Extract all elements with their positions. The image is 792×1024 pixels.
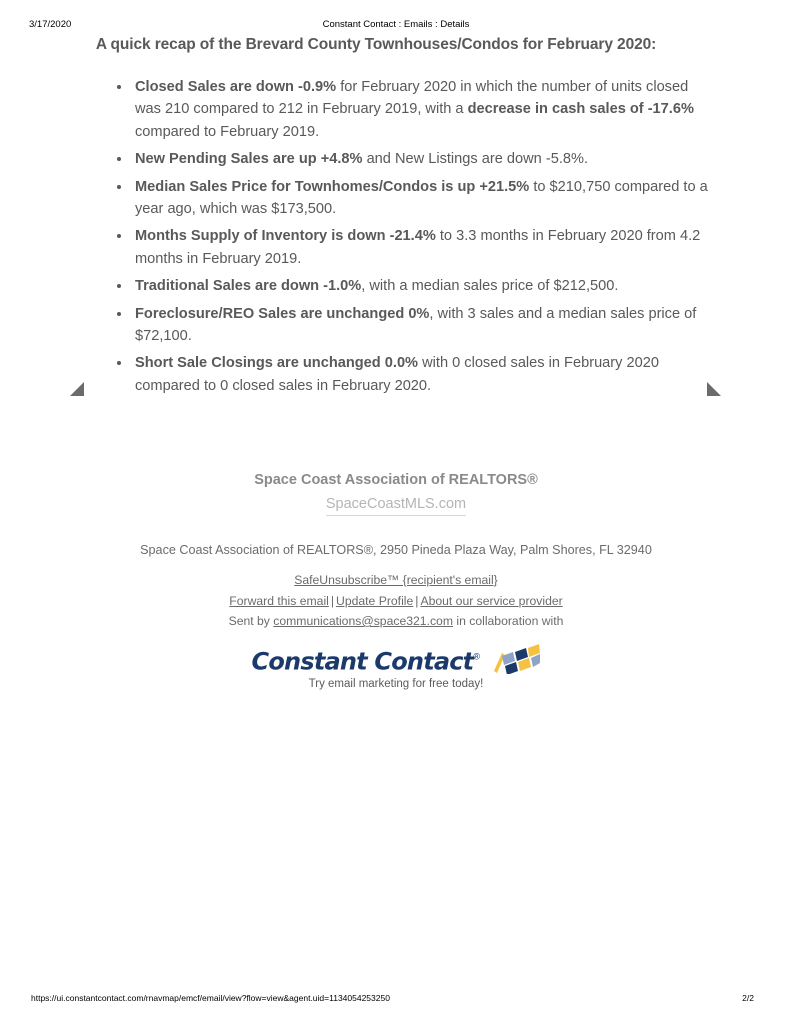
signature-organization: Space Coast Association of REALTORS®: [254, 472, 538, 488]
bullet-highlight: Months Supply of Inventory is down -21.4%: [135, 228, 436, 245]
footer-sent-by-line: [0, 611, 792, 632]
list-item: [110, 148, 710, 170]
bullet-text: to $210,750 compared to a year ago, which was $173,500.: [135, 178, 708, 218]
footer-links: [0, 570, 792, 632]
sent-by-prefix: Sent by: [228, 614, 274, 628]
bullet-text: for February 2020 in which the number of units closed was 210 compared to 212 in February 2019, with a: [135, 79, 689, 118]
constant-contact-logo-block: [0, 644, 792, 690]
print-footer-page-number: 2/2: [742, 993, 754, 1003]
print-footer-url: https://ui.constantcontact.com/rnavmap/emcf/email/view?flow=view&agent.uid=1134054253250: [31, 993, 390, 1003]
corner-triangle-right-icon: [707, 382, 721, 396]
bullet-text: compared to February 2019.: [135, 123, 320, 140]
list-item: [110, 225, 710, 270]
bullet-highlight: Foreclosure/REO Sales are unchanged 0%: [135, 305, 430, 322]
email-content: [0, 36, 792, 402]
list-item: [110, 275, 710, 297]
email-footer: [0, 541, 792, 632]
update-profile-link[interactable]: Update Profile: [336, 593, 414, 608]
footer-separator-1: |: [330, 593, 335, 608]
footer-address: Space Coast Association of REALTORS®, 2950 Pineda Plaza Way, Palm Shores, FL 32940: [140, 543, 652, 557]
print-header-date: 3/17/2020: [29, 19, 72, 30]
about-service-provider-link[interactable]: About our service provider: [420, 593, 563, 608]
constant-contact-logo[interactable]: [252, 644, 541, 674]
constant-contact-tagline: Try email marketing for free today!: [308, 678, 484, 690]
bullet-text: to 3.3 months in February 2020 from 4.2 months in February 2019.: [135, 228, 701, 267]
recap-bullet-list: [110, 76, 710, 397]
bullet-highlight: New Pending Sales are up +4.8%: [135, 151, 363, 168]
signature-block: [0, 470, 792, 516]
sent-by-suffix: in collaboration with: [452, 614, 564, 628]
footer-action-links: [0, 591, 792, 612]
forward-this-email-link[interactable]: Forward this email: [229, 593, 329, 608]
list-item: [110, 352, 710, 397]
bullet-text: , with a median sales price of $212,500.: [361, 278, 619, 295]
bullet-text: and New Listings are down -5.8%.: [362, 151, 589, 168]
print-header-title: Constant Contact : Emails : Details: [322, 19, 470, 30]
bullet-text: , with 3 sales and a median sales price of $72,100.: [135, 305, 697, 345]
bullet-highlight: Short Sale Closings are unchanged 0.0%: [135, 355, 419, 372]
footer-unsubscribe-line: [0, 570, 792, 591]
bullet-highlight: Closed Sales are down -0.9%: [135, 79, 337, 95]
bullet-text: with 0 closed sales in February 2020 compared to 0 closed sales in February 2020.: [135, 355, 659, 394]
bullet-highlight: Traditional Sales are down -1.0%: [135, 278, 362, 295]
list-item: [110, 176, 710, 221]
constant-contact-wordmark: Constant Contact: [251, 647, 474, 676]
registered-trademark-icon: ®: [473, 651, 480, 662]
footer-separator-2: |: [415, 593, 419, 608]
list-item: [110, 76, 710, 143]
signature-website-link[interactable]: SpaceCoastMLS.com: [326, 494, 466, 516]
bullet-highlight: Median Sales Price for Townhomes/Condos is up +21.5%: [135, 178, 530, 195]
sender-email-link[interactable]: communications@space321.com: [273, 614, 453, 628]
list-item: [110, 303, 710, 348]
constant-contact-flag-icon: [488, 644, 540, 679]
bullet-highlight: decrease in cash sales of -17.6%: [467, 101, 694, 118]
safe-unsubscribe-link[interactable]: SafeUnsubscribe™ {recipient's email}: [294, 573, 498, 587]
corner-triangle-left-icon: [70, 382, 84, 396]
page-title: A quick recap of the Brevard County Townhouses/Condos for February 2020:: [95, 36, 657, 53]
